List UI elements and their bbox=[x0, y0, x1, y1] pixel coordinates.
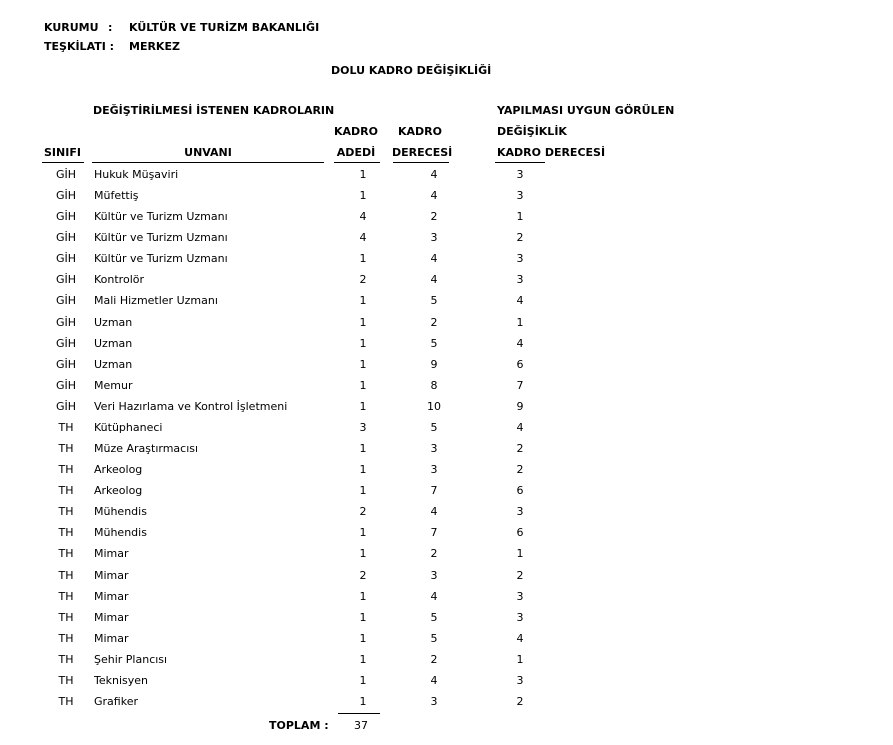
row-sinif: TH bbox=[58, 632, 74, 645]
row-adet: 1 bbox=[359, 484, 367, 497]
row-unvan: Kültür ve Turizm Uzmanı bbox=[94, 210, 228, 223]
row-unvan: Kütüphaneci bbox=[94, 421, 163, 434]
sinifi-header: SINIFI bbox=[44, 146, 81, 159]
row-unvan: Kontrolör bbox=[94, 273, 144, 286]
right-group-title-line2: DEĞİŞİKLİK bbox=[497, 125, 567, 138]
row-sinif: TH bbox=[58, 695, 74, 708]
sinifi-underline bbox=[42, 162, 84, 163]
derece-underline bbox=[393, 162, 449, 163]
row-sinif: GİH bbox=[55, 379, 77, 392]
row-yeni-derece: 2 bbox=[516, 695, 524, 708]
row-yeni-derece: 3 bbox=[516, 674, 524, 687]
row-derece: 7 bbox=[430, 526, 438, 539]
unvani-underline bbox=[92, 162, 324, 163]
row-unvan: Teknisyen bbox=[94, 674, 148, 687]
row-unvan: Memur bbox=[94, 379, 133, 392]
kurum-value: KÜLTÜR VE TURİZM BAKANLIĞI bbox=[129, 21, 320, 34]
row-derece: 5 bbox=[430, 632, 438, 645]
adet-header-line2: ADEDİ bbox=[336, 146, 376, 159]
row-derece: 2 bbox=[430, 653, 438, 666]
row-derece: 10 bbox=[427, 400, 441, 413]
row-sinif: TH bbox=[58, 442, 74, 455]
row-sinif: TH bbox=[58, 463, 74, 476]
row-adet: 1 bbox=[359, 189, 367, 202]
row-adet: 2 bbox=[359, 273, 367, 286]
right-group-title-line1: YAPILMASI UYGUN GÖRÜLEN bbox=[497, 104, 675, 117]
row-yeni-derece: 2 bbox=[516, 569, 524, 582]
row-unvan: Kültür ve Turizm Uzmanı bbox=[94, 231, 228, 244]
row-unvan: Müze Araştırmacısı bbox=[94, 442, 199, 455]
row-derece: 8 bbox=[430, 379, 438, 392]
row-derece: 5 bbox=[430, 337, 438, 350]
row-derece: 4 bbox=[430, 273, 438, 286]
row-unvan: Mimar bbox=[94, 547, 129, 560]
adet-underline bbox=[334, 162, 380, 163]
row-derece: 2 bbox=[430, 547, 438, 560]
kurum-label: KURUMU bbox=[44, 21, 99, 34]
row-adet: 1 bbox=[359, 379, 367, 392]
row-derece: 2 bbox=[430, 210, 438, 223]
row-yeni-derece: 3 bbox=[516, 505, 524, 518]
row-sinif: GİH bbox=[55, 252, 77, 265]
document-title: DOLU KADRO DEĞİŞİKLİĞİ bbox=[331, 64, 492, 77]
yeni-derece-underline bbox=[495, 162, 545, 163]
row-unvan: Uzman bbox=[94, 358, 133, 371]
row-sinif: GİH bbox=[55, 231, 77, 244]
row-sinif: GİH bbox=[55, 189, 77, 202]
yeni-derece-header: KADRO DERECESİ bbox=[497, 146, 606, 159]
teskilat-value: MERKEZ bbox=[129, 40, 180, 53]
row-adet: 1 bbox=[359, 674, 367, 687]
left-group-title: DEĞİŞTİRİLMESİ İSTENEN KADROLARIN bbox=[93, 104, 335, 117]
row-yeni-derece: 4 bbox=[516, 632, 524, 645]
teskilat-label: TEŞKİLATI : bbox=[44, 40, 115, 53]
row-unvan: Grafiker bbox=[94, 695, 138, 708]
row-adet: 1 bbox=[359, 442, 367, 455]
row-adet: 2 bbox=[359, 569, 367, 582]
row-derece: 9 bbox=[430, 358, 438, 371]
row-sinif: TH bbox=[58, 569, 74, 582]
row-unvan: Uzman bbox=[94, 337, 133, 350]
row-adet: 1 bbox=[359, 316, 367, 329]
row-adet: 1 bbox=[359, 590, 367, 603]
row-yeni-derece: 9 bbox=[516, 400, 524, 413]
row-yeni-derece: 1 bbox=[516, 316, 524, 329]
adet-header-line1: KADRO bbox=[334, 125, 378, 138]
row-adet: 1 bbox=[359, 463, 367, 476]
row-adet: 1 bbox=[359, 400, 367, 413]
row-yeni-derece: 4 bbox=[516, 337, 524, 350]
row-yeni-derece: 3 bbox=[516, 252, 524, 265]
row-sinif: TH bbox=[58, 674, 74, 687]
row-sinif: TH bbox=[58, 611, 74, 624]
row-unvan: Mimar bbox=[94, 569, 129, 582]
row-yeni-derece: 2 bbox=[516, 442, 524, 455]
total-label: TOPLAM : bbox=[269, 719, 329, 732]
row-sinif: TH bbox=[58, 484, 74, 497]
row-derece: 3 bbox=[430, 695, 438, 708]
row-derece: 5 bbox=[430, 421, 438, 434]
total-value: 37 bbox=[354, 719, 368, 732]
row-adet: 3 bbox=[359, 421, 367, 434]
row-unvan: Uzman bbox=[94, 316, 133, 329]
row-yeni-derece: 3 bbox=[516, 590, 524, 603]
row-sinif: TH bbox=[58, 590, 74, 603]
derece-header-line2: DERECESİ bbox=[392, 146, 453, 159]
row-unvan: Mühendis bbox=[94, 526, 147, 539]
row-yeni-derece: 4 bbox=[516, 421, 524, 434]
row-derece: 3 bbox=[430, 442, 438, 455]
row-adet: 1 bbox=[359, 358, 367, 371]
row-sinif: GİH bbox=[55, 358, 77, 371]
row-adet: 1 bbox=[359, 168, 367, 181]
row-unvan: Şehir Plancısı bbox=[94, 653, 168, 666]
row-adet: 4 bbox=[359, 231, 367, 244]
row-yeni-derece: 3 bbox=[516, 168, 524, 181]
row-sinif: GİH bbox=[55, 210, 77, 223]
row-unvan: Arkeolog bbox=[94, 484, 143, 497]
derece-header-line1: KADRO bbox=[398, 125, 442, 138]
kurum-separator: : bbox=[108, 21, 113, 34]
row-unvan: Müfettiş bbox=[94, 189, 139, 202]
row-derece: 5 bbox=[430, 294, 438, 307]
row-sinif: GİH bbox=[55, 273, 77, 286]
row-adet: 1 bbox=[359, 695, 367, 708]
row-yeni-derece: 6 bbox=[516, 358, 524, 371]
row-derece: 4 bbox=[430, 252, 438, 265]
row-unvan: Veri Hazırlama ve Kontrol İşletmeni bbox=[94, 400, 288, 413]
row-derece: 7 bbox=[430, 484, 438, 497]
row-unvan: Mimar bbox=[94, 611, 129, 624]
row-adet: 1 bbox=[359, 294, 367, 307]
row-adet: 1 bbox=[359, 632, 367, 645]
row-sinif: GİH bbox=[55, 168, 77, 181]
row-derece: 4 bbox=[430, 168, 438, 181]
row-derece: 3 bbox=[430, 231, 438, 244]
row-adet: 1 bbox=[359, 337, 367, 350]
row-yeni-derece: 2 bbox=[516, 463, 524, 476]
row-unvan: Mimar bbox=[94, 590, 129, 603]
row-adet: 2 bbox=[359, 505, 367, 518]
row-adet: 1 bbox=[359, 252, 367, 265]
row-sinif: TH bbox=[58, 653, 74, 666]
row-derece: 3 bbox=[430, 569, 438, 582]
row-adet: 1 bbox=[359, 526, 367, 539]
row-derece: 2 bbox=[430, 316, 438, 329]
row-yeni-derece: 3 bbox=[516, 189, 524, 202]
row-yeni-derece: 6 bbox=[516, 484, 524, 497]
unvani-header: UNVANI bbox=[184, 146, 232, 159]
row-unvan: Hukuk Müşaviri bbox=[94, 168, 179, 181]
row-yeni-derece: 6 bbox=[516, 526, 524, 539]
row-yeni-derece: 1 bbox=[516, 210, 524, 223]
row-yeni-derece: 3 bbox=[516, 273, 524, 286]
row-sinif: GİH bbox=[55, 400, 77, 413]
row-sinif: TH bbox=[58, 421, 74, 434]
row-yeni-derece: 3 bbox=[516, 611, 524, 624]
row-sinif: GİH bbox=[55, 337, 77, 350]
row-derece: 5 bbox=[430, 611, 438, 624]
row-unvan: Mali Hizmetler Uzmanı bbox=[94, 294, 218, 307]
row-sinif: TH bbox=[58, 505, 74, 518]
row-derece: 4 bbox=[430, 189, 438, 202]
row-unvan: Mimar bbox=[94, 632, 129, 645]
row-yeni-derece: 7 bbox=[516, 379, 524, 392]
row-derece: 3 bbox=[430, 463, 438, 476]
row-yeni-derece: 4 bbox=[516, 294, 524, 307]
row-adet: 1 bbox=[359, 547, 367, 560]
row-yeni-derece: 2 bbox=[516, 231, 524, 244]
row-adet: 1 bbox=[359, 611, 367, 624]
row-unvan: Arkeolog bbox=[94, 463, 143, 476]
row-yeni-derece: 1 bbox=[516, 653, 524, 666]
row-derece: 4 bbox=[430, 590, 438, 603]
row-adet: 4 bbox=[359, 210, 367, 223]
row-unvan: Kültür ve Turizm Uzmanı bbox=[94, 252, 228, 265]
row-sinif: TH bbox=[58, 526, 74, 539]
row-yeni-derece: 1 bbox=[516, 547, 524, 560]
row-unvan: Mühendis bbox=[94, 505, 147, 518]
row-derece: 4 bbox=[430, 505, 438, 518]
row-sinif: TH bbox=[58, 547, 74, 560]
row-sinif: GİH bbox=[55, 316, 77, 329]
total-line bbox=[338, 713, 380, 714]
row-sinif: GİH bbox=[55, 294, 77, 307]
row-derece: 4 bbox=[430, 674, 438, 687]
row-adet: 1 bbox=[359, 653, 367, 666]
